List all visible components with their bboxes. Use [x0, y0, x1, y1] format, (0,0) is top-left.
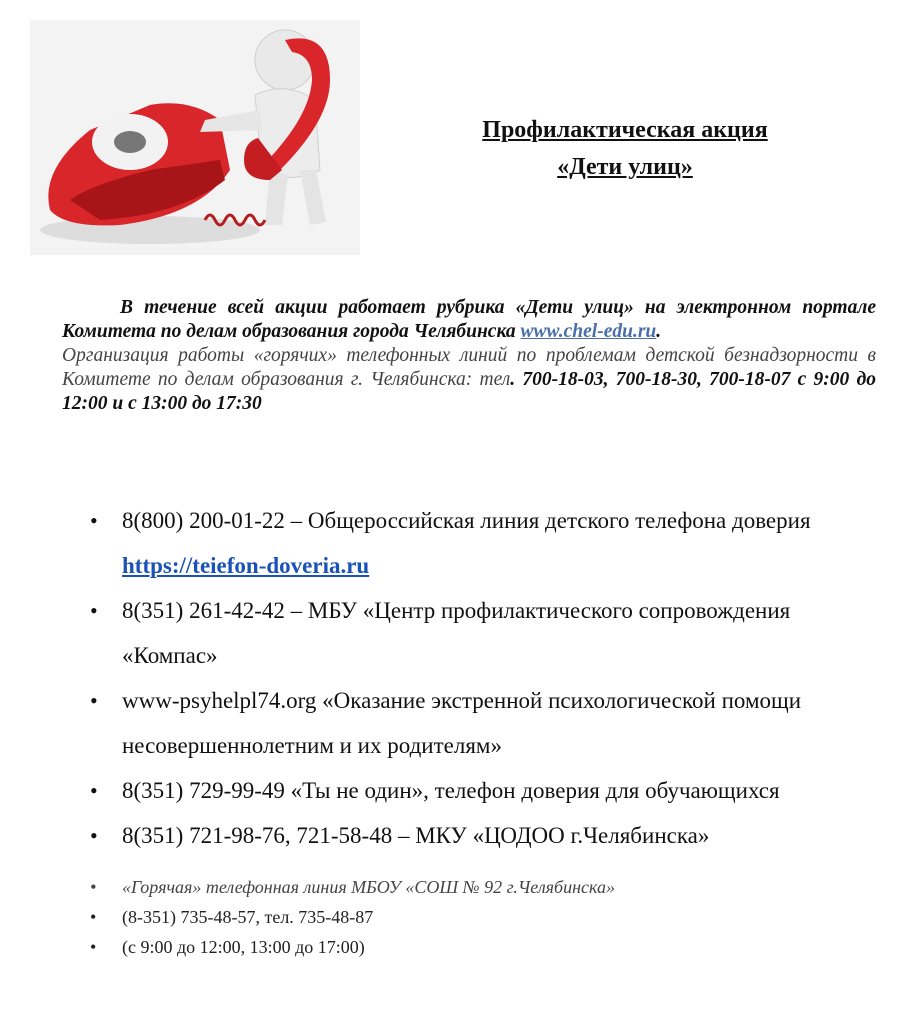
- red-telephone-figure-icon: [30, 20, 360, 255]
- intro-paragraph: [62, 296, 876, 344]
- hotline-text: 8(800) 200-01-22 – Общероссийская линия детского телефона доверия: [122, 508, 811, 533]
- hotline-list: [88, 498, 888, 858]
- list-item: [88, 498, 888, 588]
- telephone-illustration: [30, 20, 360, 255]
- organization-text: Организация работы «горячих» телефонных линий по проблемам детской безнадзорности в Комитете по делам образования г. Челябинска: тел: [62, 345, 876, 390]
- list-item: • 8(351) 721-98-76, 721-58-48 – МКУ «ЦОДОО г.Челябинска»: [88, 813, 888, 858]
- list-item: • (с 9:00 до 12:00, 13:00 до 17:00): [88, 932, 888, 962]
- hotline-organization-paragraph: [62, 344, 876, 416]
- list-item: • 8(351) 729-99-49 «Ты не один», телефон доверия для обучающихся: [88, 768, 888, 813]
- helpline-link[interactable]: https://teiefon-doveria.ru: [122, 553, 370, 578]
- title-line-2: «Дети улиц»: [557, 154, 693, 180]
- committee-phones: . 700-18-03, 700-18-30, 700-18-07 с 9:00 до 12:00 и с 13:00 до 17:30: [62, 369, 876, 414]
- intro-section: [62, 296, 876, 416]
- list-item: • www-psyhelpl74.org «Оказание экстренной психологической помощи несовершеннолетним и их родителям»: [88, 678, 888, 768]
- page-title: [420, 112, 830, 186]
- list-item: • (8-351) 735-48-57, тел. 735-48-87: [88, 902, 888, 932]
- intro-end: .: [656, 321, 662, 342]
- title-line-1: Профилактическая акция: [482, 117, 768, 143]
- list-item: • 8(351) 261-42-42 – МБУ «Центр профилактического сопровождения «Компас»: [88, 588, 888, 678]
- school-hotline-list: [88, 872, 888, 962]
- intro-text: В течение всей акции работает рубрика «Дети улиц» на электронном портале Комитета по делам образования города Челябинска: [62, 297, 876, 342]
- list-item: • «Горячая» телефонная линия МБОУ «СОШ № 92 г.Челябинска»: [88, 872, 888, 902]
- portal-link[interactable]: www.chel-edu.ru: [520, 321, 657, 342]
